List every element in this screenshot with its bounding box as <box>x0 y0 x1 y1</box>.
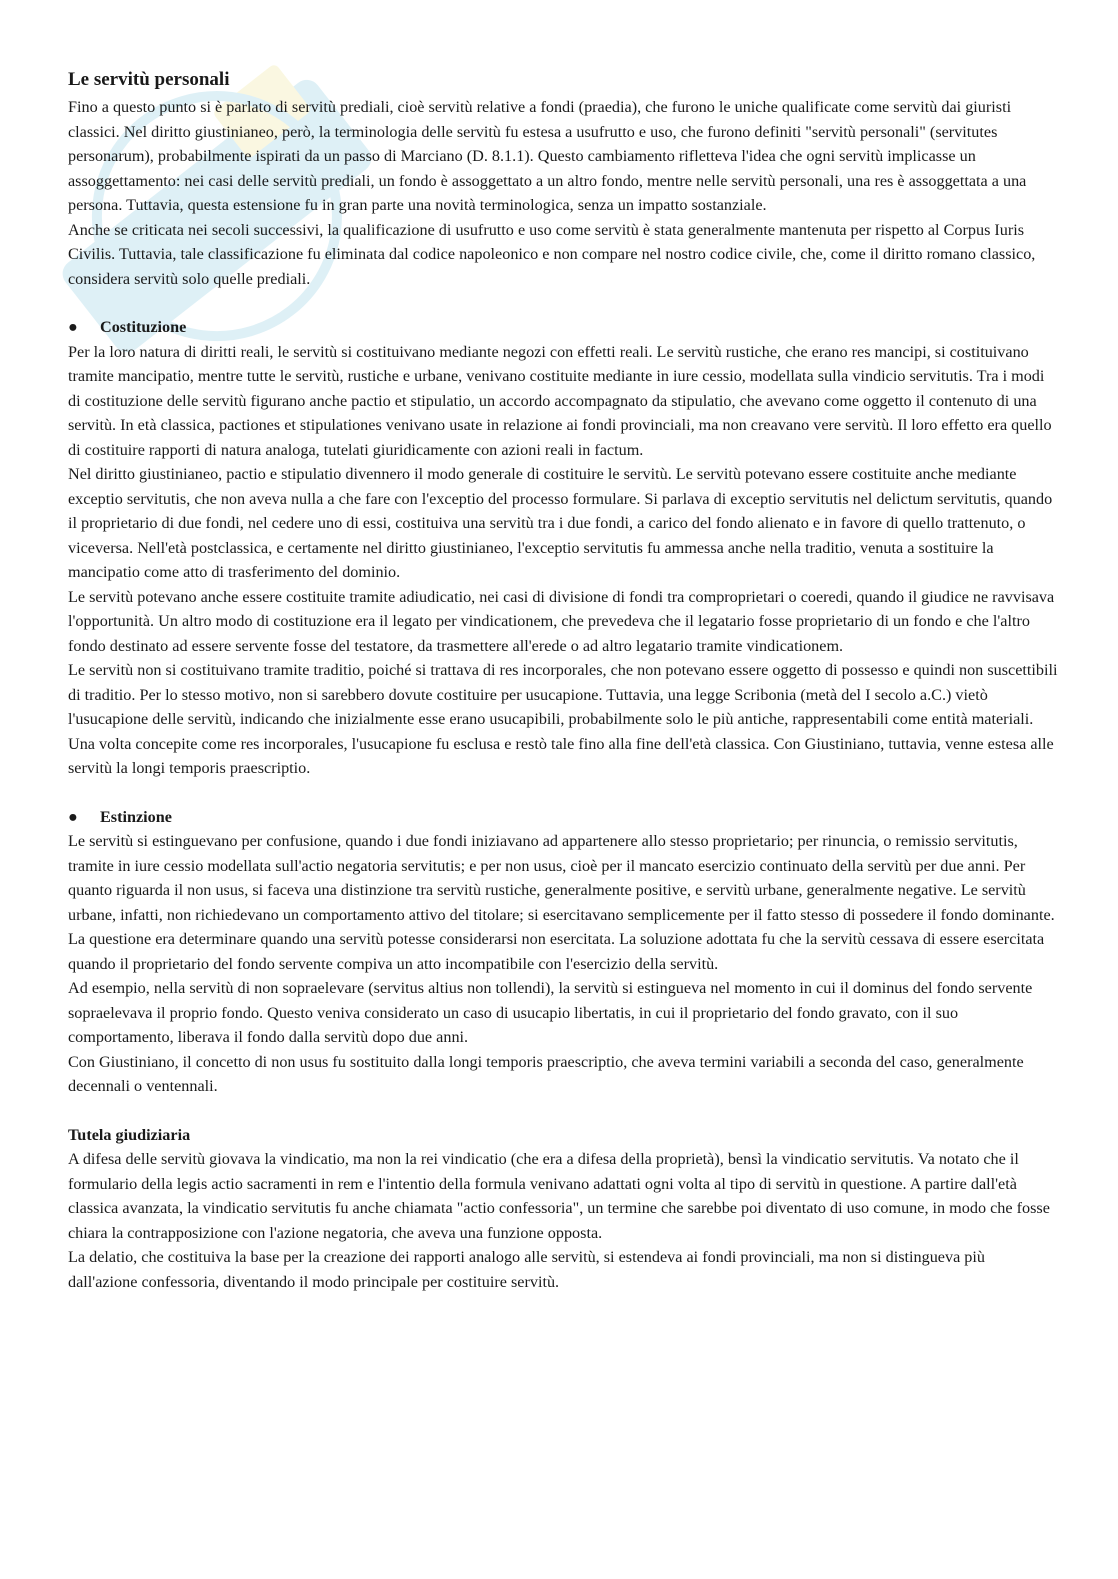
spacer <box>68 291 1058 315</box>
body-paragraph: Con Giustiniano, il concetto di non usus fu sostituito dalla longi temporis praescriptio, che aveva termini variabili a seconda del caso, generalmente decennali o ventennali. <box>68 1052 1024 1095</box>
section-heading-label: Costituzione <box>100 318 187 336</box>
body-paragraph: La delatio, che costituiva la base per la creazione dei rapporti analogo alle servitù, si estendeva ai fondi provinciali, ma non si distingueva più dall'azione confessoria, diventando il modo principale per costituire servitù. <box>68 1248 985 1291</box>
section-heading-label: Estinzione <box>100 807 172 826</box>
body-paragraph: Le servitù potevano anche essere costituite tramite adiudicatio, nei casi di divisione di fondi tra comproprietari o coeredi, quando il giudice ne ravvisava l'opportunità. Un altro modo di costituzione era il legato per vindicationem, che prevedeva che il legatario fosse proprietario di un fondo e che l'altro fondo destinato ad essere servente fosse del testatore, da trasmettere all'erede o ad altro legatario tramite vindicationem. <box>68 587 1055 655</box>
document-body <box>68 66 1058 1294</box>
body-paragraph: Nel diritto giustinianeo, pactio e stipulatio divennero il modo generale di costituire le servitù. Le servitù potevano essere costituite anche mediante exceptio servitutis, che non aveva nulla a che fare con l'exceptio del processo formulare. Si parlava di exceptio servitutis nel delictum servitutis, quando il proprietario di due fondi, nel cedere uno di essi, costituiva una servitù tra i due fondi, a carico del fondo alienato e in favore di quello trattenuto, o viceversa. Nell'età postclassica, e certamente nel diritto giustinianeo, l'exceptio servitutis fu ammessa anche nella traditio, venuta a sostituire la mancipatio come atto di trasferimento del dominio. <box>68 465 1053 581</box>
section-heading-tutela: Tutela giudiziaria <box>68 1125 191 1144</box>
bullet-icon: ● <box>68 318 78 336</box>
bullet-icon: ● <box>68 807 78 826</box>
body-paragraph: Le servitù si estinguevano per confusione, quando i due fondi iniziavano ad appartenere allo stesso proprietario; per rinuncia, o remissio servitutis, tramite in iure cessio modellata sull'actio negatoria servitutis; e per non usus, cioè per il mancato esercizio continuato della servitù per due anni. Per quanto riguarda il non usus, si faceva una distinzione tra servitù rustiche, generalmente positive, e servitù urbane, generalmente negative. Le servitù urbane, infatti, non richiedevano un comportamento attivo del titolare; si esercitavano semplicemente per il fatto stesso di possedere il fondo dominante. La questione era determinare quando una servitù potesse considerarsi non esercitata. La soluzione adottata fu che la servitù cessava di essere esercitata quando il proprietario del fondo servente compiva un atto incompatibile con l'esercizio della servitù. <box>68 832 1055 973</box>
intro-paragraph: Fino a questo punto si è parlato di servitù prediali, cioè servitù relative a fondi (praedia), che furono le uniche qualificate come servitù dai giuristi classici. Nel diritto giustinianeo, però, la terminologia delle servitù fu estesa a usufrutto e uso, che furono definiti "servitù personali" (servitutes personarum), probabilmente ispirati da un passo di Marciano (D. 8.1.1). Questo cambiamento rifletteva l'idea che ogni servitù implicasse un assoggettamento: nei casi delle servitù prediali, un fondo è assoggettato a un altro fondo, mentre nelle servitù personali, una res è assoggettata a una persona. Tuttavia, questa estensione fu in gran parte una novità terminologica, senza un impatto sostanziale. <box>68 98 1027 214</box>
section-heading-costituzione <box>68 315 1058 340</box>
body-paragraph: Per la loro natura di diritti reali, le servitù si costituivano mediante negozi con effetti reali. Le servitù rustiche, che erano res mancipi, si costituivano tramite mancipatio, mentre tutte le servitù, rustiche e urbane, venivano costituite mediante in iure cessio, modellata sulla vindicio servitutis. Tra i modi di costituzione delle servitù figurano anche pactio et stipulatio, un accordo accompagnato da stipulatio, che avevano come oggetto il contenuto di una servitù. In età classica, pactiones et stipulationes venivano usate in relazione ai fondi provinciali, ma non creavano vere servitù. Il loro effetto era quello di costituire rapporti di natura analoga, tutelati giuridicamente con azioni reali in factum. <box>68 342 1052 459</box>
body-paragraph: Le servitù non si costituivano tramite traditio, poiché si trattava di res incorporales, che non potevano essere oggetto di possesso e quindi non suscettibili di traditio. Per lo stesso motivo, non si sarebbero dovute costituire per usucapione. Tuttavia, una legge Scribonia (metà del I secolo a.C.) vietò l'usucapione delle servitù, indicando che inizialmente esse erano usucapibili, probabilmente solo le più antiche, rappresentabili come entità materiali. Una volta concepite come res incorporales, l'usucapione fu esclusa e restò tale fino alla fine dell'età classica. Con Giustiniano, tuttavia, venne estesa alle servitù la longi temporis praescriptio. <box>68 661 1058 777</box>
body-paragraph: Ad esempio, nella servitù di non sopraelevare (servitus altius non tollendi), la servitù si estingueva nel momento in cui il dominus del fondo servente sopraelevava il proprio fondo. Questo veniva considerato un caso di usucapio libertatis, in cui il proprietario del fondo gravato, con il suo comportamento, liberava il fondo dalla servitù dopo due anni. <box>68 979 1033 1046</box>
section-heading-estinzione <box>68 805 1058 830</box>
spacer <box>68 781 1058 805</box>
body-paragraph: A difesa delle servitù giovava la vindicatio, ma non la rei vindicatio (che era a difesa della proprietà), bensì la vindicatio servitutis. Va notato che il formulario della legis actio sacramenti in rem e l'intentio della formula venivano adattati ogni volta al tipo di servitù in questione. A partire dall'età classica avanzata, la vindicatio servitutis fu anche chiamata "actio confessoria", un termine che sarebbe poi diventato di uso comune, in modo che fosse chiara la contrapposizione con l'azione negatoria, che aveva una funzione opposta. <box>68 1150 1050 1242</box>
page-title: Le servitù personali <box>68 69 230 90</box>
intro-paragraph: Anche se criticata nei secoli successivi, la qualificazione di usufrutto e uso come servitù è stata generalmente mantenuta per rispetto al Corpus Iuris Civilis. Tuttavia, tale classificazione fu eliminata dal codice napoleonico e non compare nel nostro codice civile, che, come il diritto romano classico, considera servitù solo quelle prediali. <box>68 220 1036 288</box>
spacer <box>68 1099 1058 1123</box>
